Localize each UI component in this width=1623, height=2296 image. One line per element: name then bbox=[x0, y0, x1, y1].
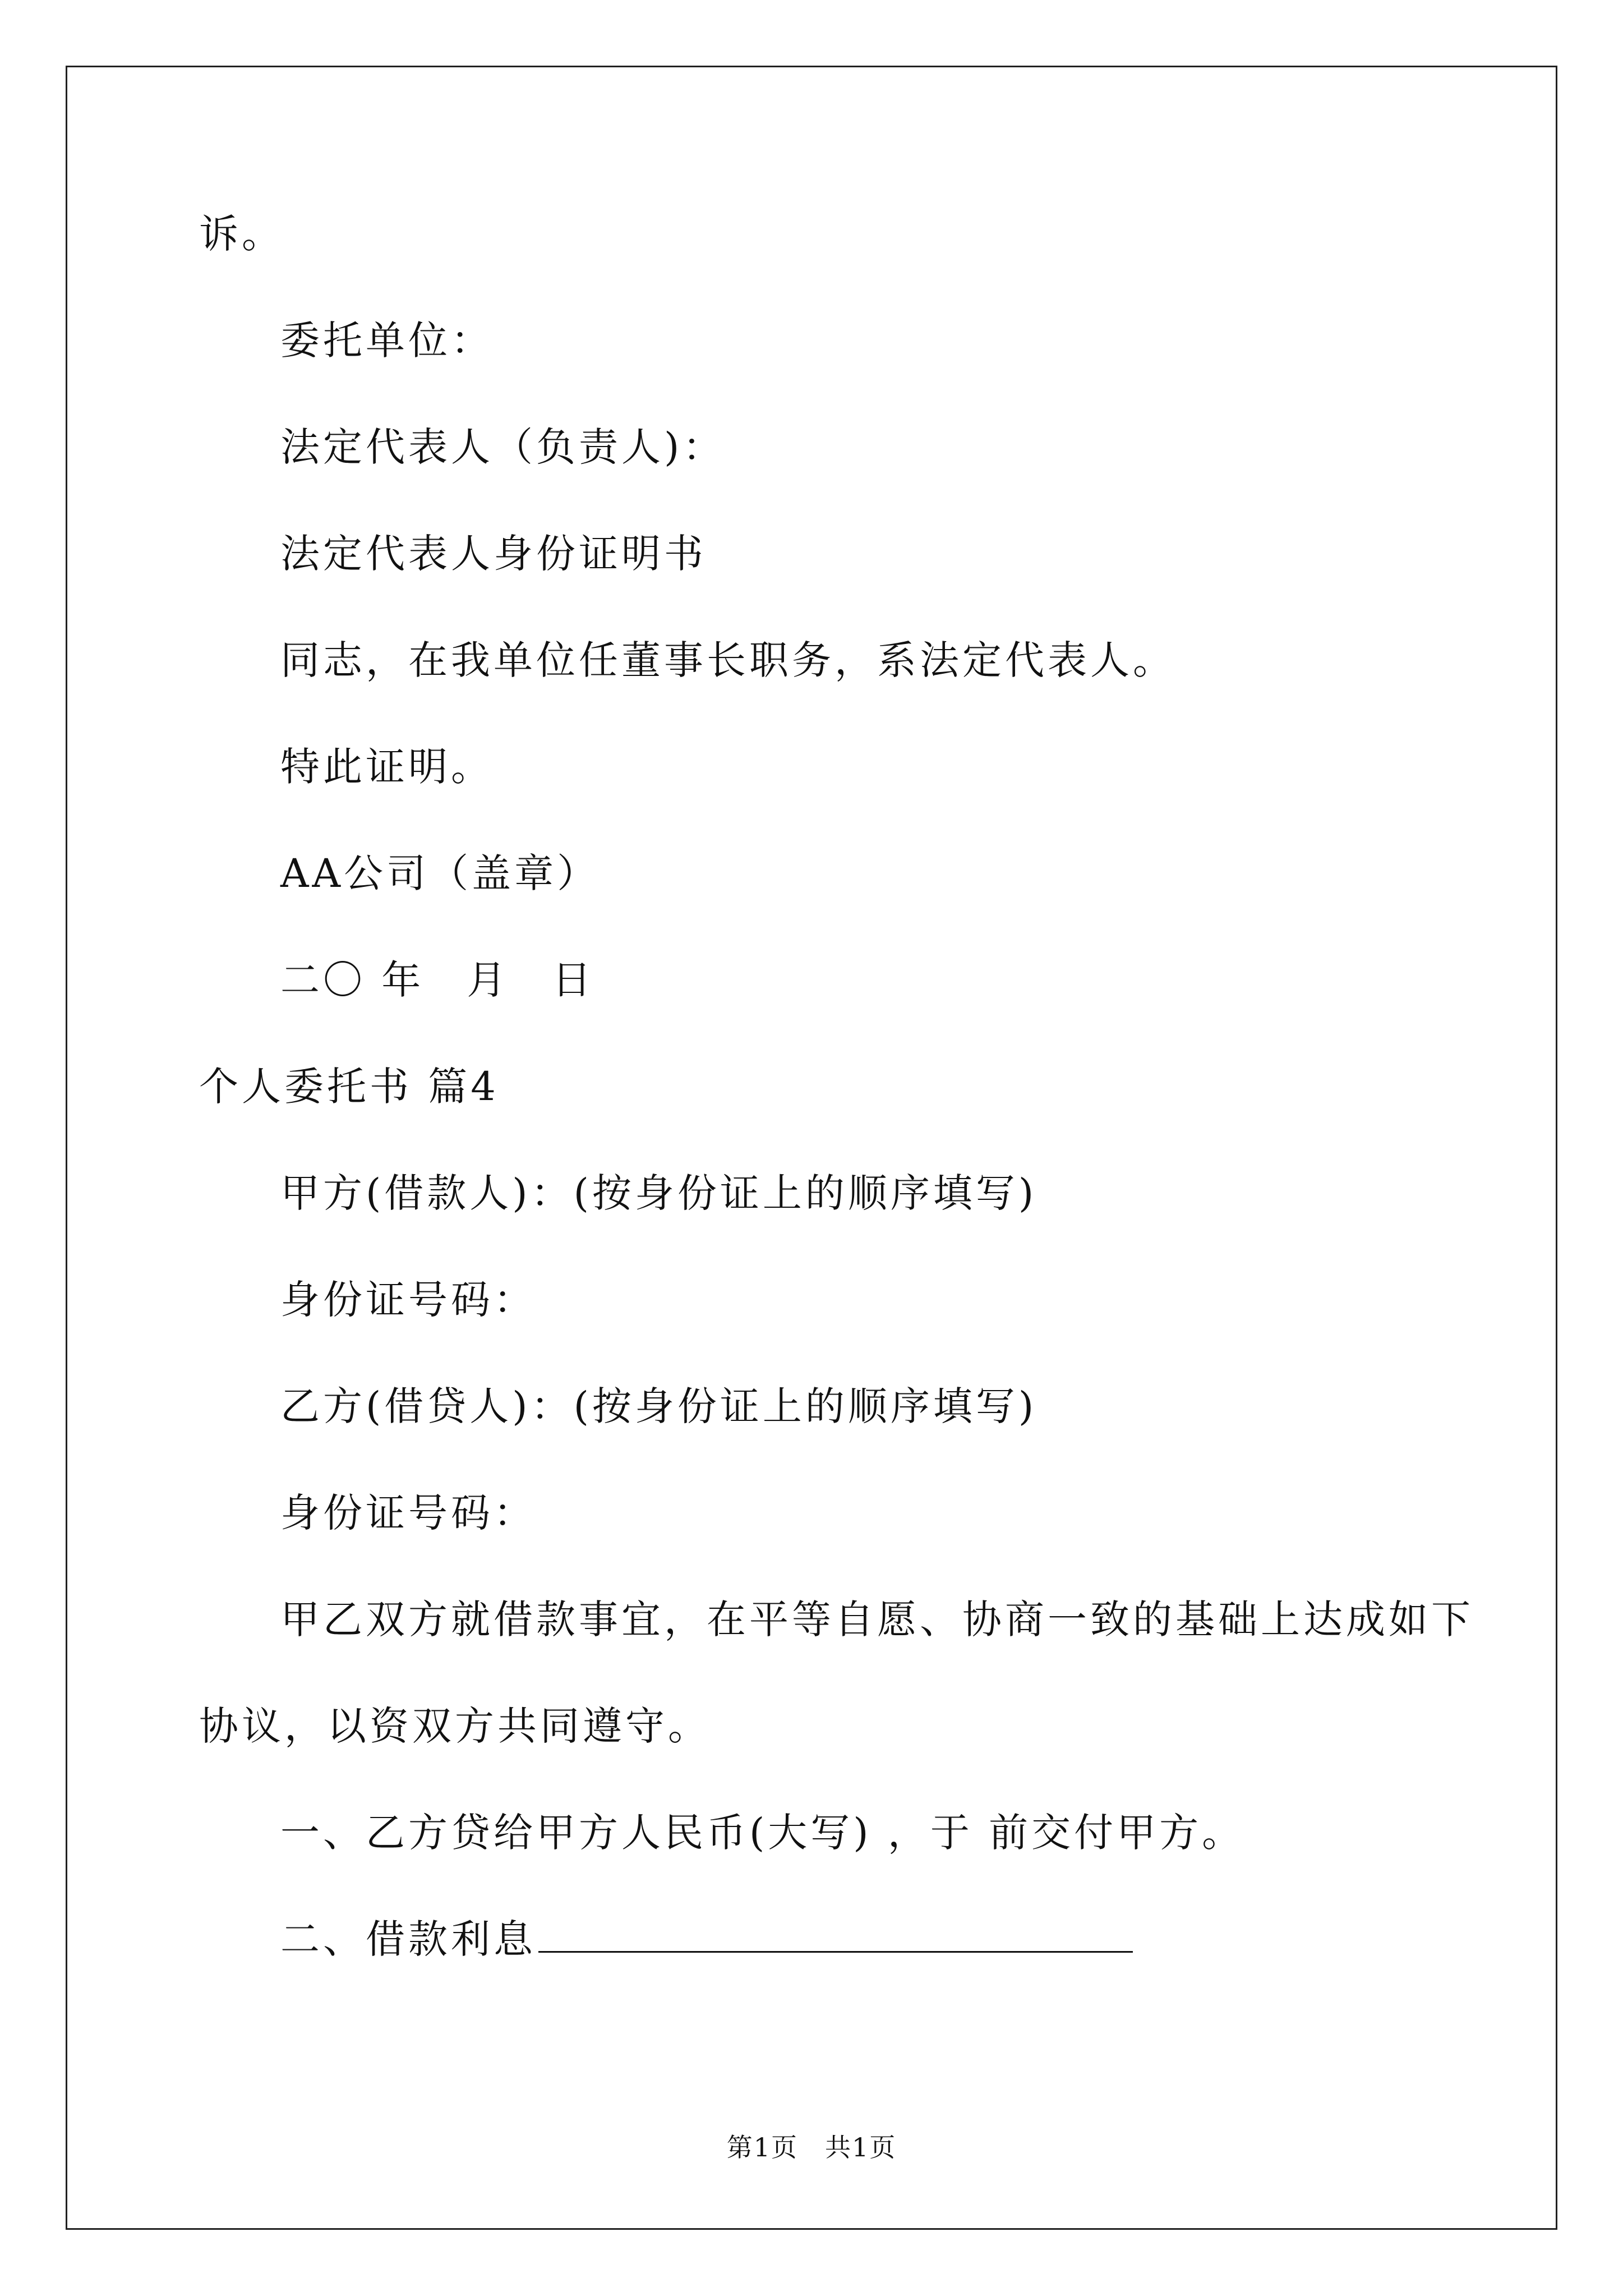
text-line-clause-1: 一、乙方贷给甲方人民币(大写) ，于 前交付甲方。 bbox=[280, 1810, 1245, 1856]
text-line-party-b: 乙方(借贷人)：(按身份证上的顺序填写) bbox=[280, 1383, 1038, 1429]
text-line-certificate-title: 法定代表人身份证明书 bbox=[280, 531, 707, 577]
page-footer: 第1页 共1页 bbox=[726, 2132, 897, 2162]
interest-blank-line bbox=[538, 1916, 1133, 1953]
text-line-clause-2 bbox=[280, 1914, 1133, 1964]
text-line-company-seal: AA公司（盖章） bbox=[280, 850, 600, 896]
text-line-hereby-certify: 特此证明。 bbox=[280, 744, 494, 790]
text-line-agreement-intro-cont: 协议，以资双方共同遵守。 bbox=[199, 1703, 711, 1749]
text-line-entrusting-unit: 委托单位： bbox=[280, 318, 494, 364]
text-line-legal-representative: 法定代表人（负责人)： bbox=[280, 424, 726, 470]
page-frame bbox=[66, 66, 1557, 2230]
text-line-continuation: 诉。 bbox=[199, 211, 284, 257]
text-line-agreement-intro: 甲乙双方就借款事宜，在平等自愿、协商一致的基础上达成如下 bbox=[280, 1596, 1474, 1642]
section-heading: 个人委托书 篇4 bbox=[199, 1064, 499, 1110]
clause-2-label: 二、借款利息 bbox=[280, 1916, 536, 1962]
text-line-party-b-id: 身份证号码： bbox=[280, 1490, 536, 1536]
text-line-date: 二〇 年 月 日 bbox=[280, 957, 595, 1003]
text-line-party-a: 甲方(借款人)：(按身份证上的顺序填写) bbox=[280, 1170, 1038, 1216]
text-line-certificate-body: 同志，在我单位任董事长职务，系法定代表人。 bbox=[280, 637, 1175, 683]
text-line-party-a-id: 身份证号码： bbox=[280, 1277, 536, 1323]
